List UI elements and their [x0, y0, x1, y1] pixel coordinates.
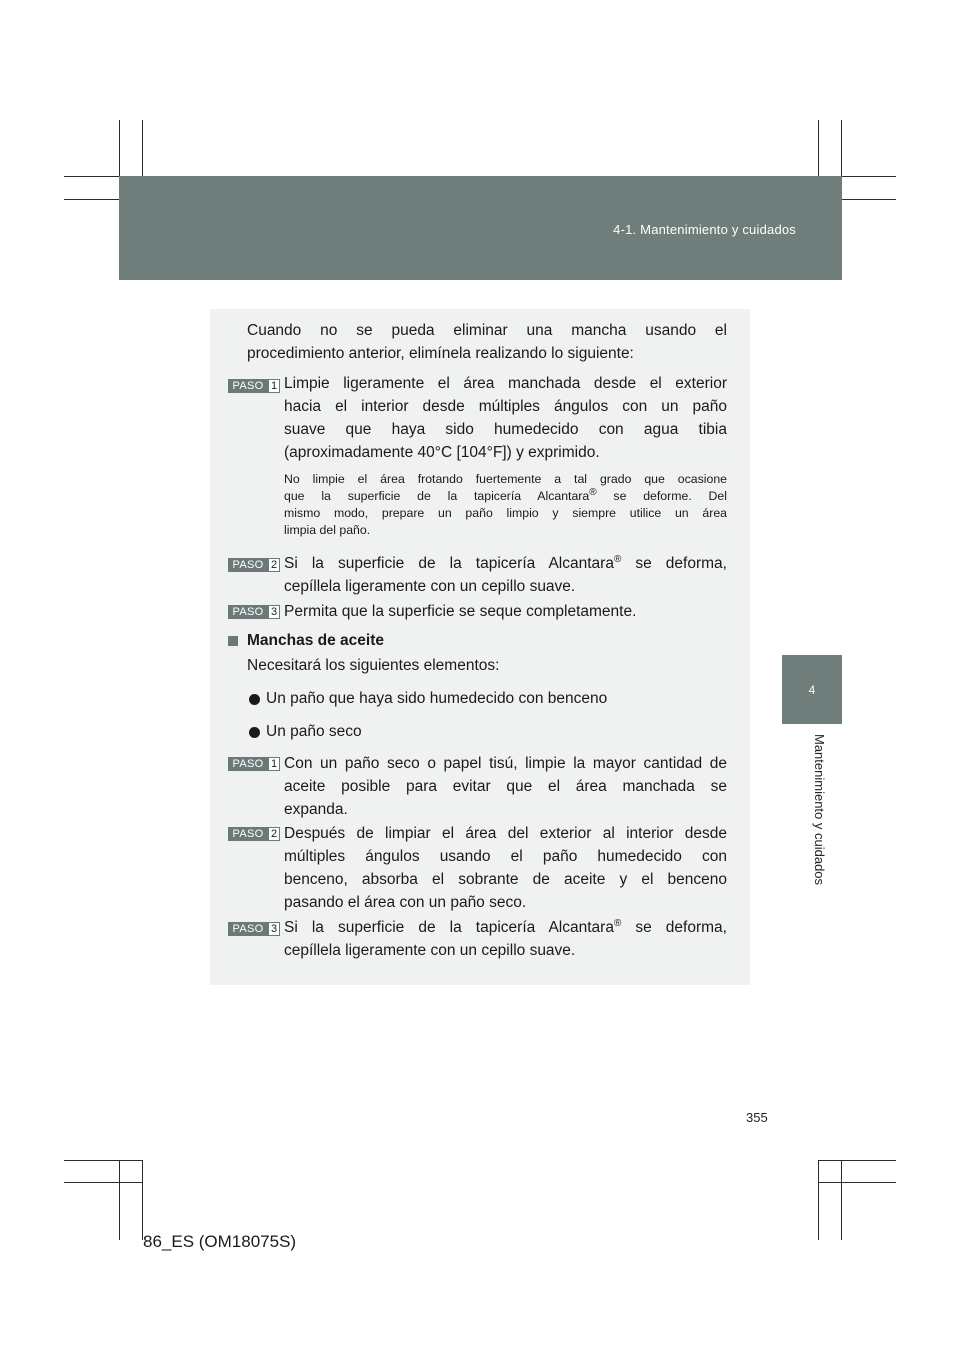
step-text: [284, 776, 727, 799]
section-title: 4-1. Mantenimiento y cuidados: [613, 222, 796, 237]
step-text: [284, 553, 727, 576]
step-text: [284, 753, 727, 776]
oil-item: Un paño seco: [266, 723, 362, 740]
step-text: [284, 601, 727, 624]
step-line: expanda.: [284, 801, 348, 818]
step-badge: [228, 379, 280, 393]
note-line: que la superficie de la tapicería Alcantara: [284, 489, 590, 503]
note-line: se deforme. Del: [613, 489, 727, 503]
intro-paragraph-2: [247, 343, 727, 366]
crop-mark: [64, 1160, 142, 1161]
step-line: Si la superficie de la tapicería Alcantara: [284, 555, 614, 572]
crop-mark: [841, 1160, 842, 1240]
step-badge: [228, 558, 280, 572]
step-line: (aproximadamente 40°C [104°F]) y exprimido.: [284, 444, 600, 461]
oil-intro: Necesitará los siguientes elementos:: [247, 657, 500, 674]
step-line: se deforma,: [635, 555, 727, 572]
header-band: [119, 176, 842, 280]
step-number: 1: [268, 757, 280, 771]
step-line: hacia el interior desde múltiples ángulos con un paño: [284, 398, 727, 415]
step-line: cepíllela ligeramente con un cepillo suave.: [284, 942, 576, 959]
heading-square-icon: [228, 636, 238, 646]
crop-mark: [64, 1182, 142, 1183]
step-line: se deforma,: [635, 919, 727, 936]
step-badge: [228, 827, 280, 841]
step-text: [284, 869, 727, 892]
crop-mark: [818, 1160, 819, 1240]
step-line: aceite posible para evitar que el área manchada se: [284, 778, 727, 795]
bullet-dot-icon: [249, 727, 260, 738]
crop-mark: [818, 1160, 896, 1161]
registered-mark: ®: [613, 553, 622, 565]
step-line: pasando el área con un paño seco.: [284, 894, 527, 911]
step-number: 3: [268, 605, 280, 619]
step-line: Después de limpiar el área del exterior al interior desde: [284, 825, 727, 842]
step-text: [284, 442, 727, 465]
step-number: 2: [268, 827, 280, 841]
step-word: PASO: [228, 379, 268, 393]
chapter-tab: [782, 655, 842, 724]
step-text: [284, 846, 727, 869]
step-text: [284, 373, 727, 396]
step-badge: [228, 605, 280, 619]
step-line: Limpie ligeramente el área manchada desde el exterior: [284, 375, 727, 392]
crop-mark: [119, 1160, 120, 1240]
step-line: Si la superficie de la tapicería Alcantara: [284, 919, 614, 936]
intro-line: Cuando no se pueda eliminar una mancha usando el: [247, 322, 727, 339]
registered-mark: ®: [613, 917, 622, 929]
intro-paragraph: [247, 320, 727, 343]
step-word: PASO: [228, 922, 268, 936]
step-word: PASO: [228, 757, 268, 771]
crop-mark: [142, 1160, 143, 1240]
step-line: Con un paño seco o papel tisú, limpie la mayor cantidad de: [284, 755, 727, 772]
note-line: mismo modo, prepare un paño limpio y siempre utilice un área: [284, 506, 727, 520]
step-line: Permita que la superficie se seque completamente.: [284, 603, 637, 620]
step-text: [284, 396, 727, 419]
step-note: [284, 522, 727, 539]
crop-mark: [818, 1182, 896, 1183]
step-word: PASO: [228, 827, 268, 841]
step-word: PASO: [228, 558, 268, 572]
intro-line: procedimiento anterior, elimínela realizando lo siguiente:: [247, 345, 634, 362]
step-text: [284, 799, 727, 822]
document-code: 86_ES (OM18075S): [143, 1232, 297, 1251]
step-badge: [228, 757, 280, 771]
step-note: [284, 488, 727, 505]
step-text: [284, 940, 727, 963]
step-line: benceno, absorba el sobrante de aceite y el benceno: [284, 871, 727, 888]
step-word: PASO: [228, 605, 268, 619]
step-number: 1: [268, 379, 280, 393]
step-note: [284, 471, 727, 488]
step-note: [284, 505, 727, 522]
step-badge: [228, 922, 280, 936]
step-text: [284, 576, 727, 599]
step-line: suave que haya sido humedecido con agua tibia: [284, 421, 727, 438]
note-line: No limpie el área frotando fuertemente a tal grado que ocasione: [284, 472, 727, 486]
note-line: limpia del paño.: [284, 523, 371, 537]
content-box: [210, 309, 750, 985]
step-line: múltiples ángulos usando el paño humedecido con: [284, 848, 727, 865]
chapter-label: Mantenimiento y cuidados: [812, 734, 827, 886]
oil-heading: Manchas de aceite: [247, 632, 384, 649]
step-line: cepíllela ligeramente con un cepillo suave.: [284, 578, 576, 595]
step-text: [284, 917, 727, 940]
page-number: 355: [746, 1110, 768, 1125]
step-text: [284, 892, 727, 915]
step-number: 2: [268, 558, 280, 572]
oil-item: Un paño que haya sido humedecido con benceno: [266, 690, 608, 707]
step-text: [284, 823, 727, 846]
chapter-number: 4: [808, 683, 816, 697]
bullet-dot-icon: [249, 694, 260, 705]
registered-mark: ®: [589, 486, 597, 498]
step-number: 3: [268, 922, 280, 936]
step-text: [284, 419, 727, 442]
